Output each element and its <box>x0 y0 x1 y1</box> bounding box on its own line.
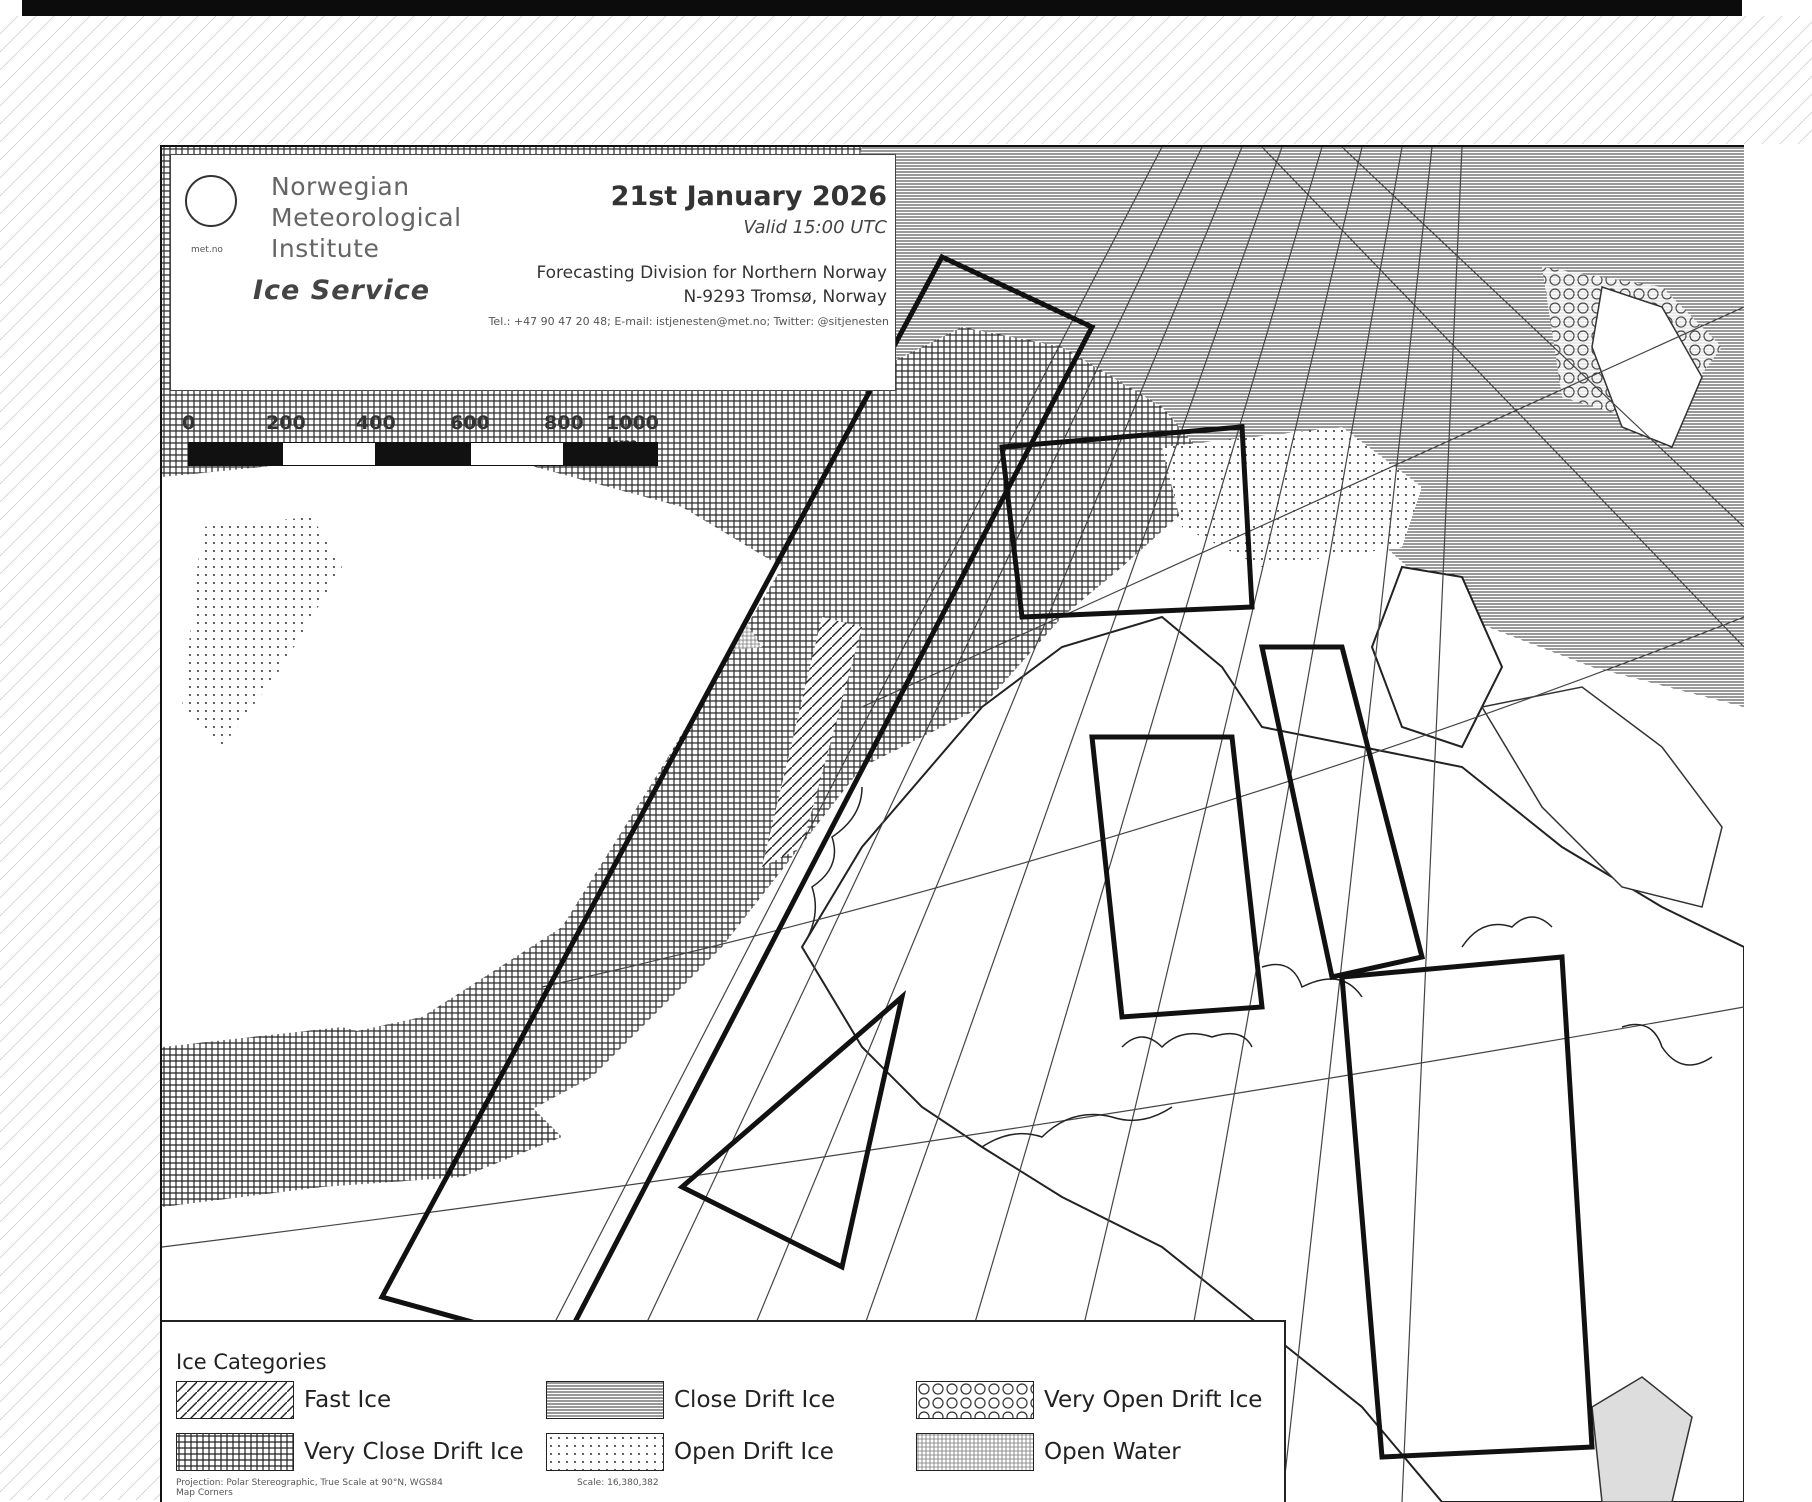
projection-line1: Projection: Polar Stereographic, True Scale at 90°N, WGS84 <box>176 1478 443 1488</box>
very-close-drift-ice-swatch-icon <box>176 1433 294 1471</box>
scale-segment <box>564 442 658 466</box>
contact-info: Tel.: +47 90 47 20 48; E-mail: istjenesten@met.no; Twitter: @sitjenesten <box>488 315 889 328</box>
scale-label-800: 800 <box>544 412 584 434</box>
institute-line2: Meteorological <box>271 203 462 232</box>
legend-label: Very Open Drift Ice <box>1044 1387 1263 1413</box>
scale-label-400: 400 <box>356 412 396 434</box>
legend-label: Very Close Drift Ice <box>304 1439 524 1465</box>
chart-date: 21st January 2026 <box>610 181 887 212</box>
projection-note <box>176 1478 443 1498</box>
address: N-9293 Tromsø, Norway <box>683 287 887 307</box>
division-name: Forecasting Division for Northern Norway <box>536 263 887 283</box>
open-water-swatch-icon <box>916 1433 1034 1471</box>
scale-segment <box>282 442 376 466</box>
scale-segment <box>470 442 564 466</box>
legend-label: Close Drift Ice <box>674 1387 836 1413</box>
scale-segment <box>376 442 470 466</box>
projection-line2: Map Corners <box>176 1488 233 1498</box>
scale-label-200: 200 <box>266 412 306 434</box>
scale-bar <box>182 412 664 468</box>
legend-label: Open Water <box>1044 1439 1181 1465</box>
scale-note: Scale: 16,380,382 <box>577 1478 659 1488</box>
ice-chart-map[interactable] <box>160 145 1744 1502</box>
legend-label: Open Drift Ice <box>674 1439 834 1465</box>
logo-caption: met.no <box>191 245 223 255</box>
scale-label-600: 600 <box>450 412 490 434</box>
legend-label: Fast Ice <box>304 1387 392 1413</box>
fast-ice-swatch-icon <box>176 1381 294 1419</box>
close-drift-ice-swatch-icon <box>546 1381 664 1419</box>
scale-segment <box>188 442 282 466</box>
legend-title: Ice Categories <box>176 1350 327 1374</box>
legend-box <box>162 1320 1286 1502</box>
institute-name <box>271 171 462 264</box>
scale-label-1000: 1000 <box>606 412 659 434</box>
valid-time: Valid 15:00 UTC <box>743 217 887 238</box>
scale-label-0: 0 <box>182 412 196 434</box>
met-logo-icon <box>185 175 237 227</box>
open-drift-ice-swatch-icon <box>546 1433 664 1471</box>
legend-item-open-water <box>916 1432 1181 1472</box>
legend-item-fast-ice <box>176 1380 391 1420</box>
top-title-bar <box>22 0 1742 16</box>
legend-item-close-drift-ice <box>546 1380 835 1420</box>
header-box <box>170 154 896 391</box>
institute-line1: Norwegian <box>271 172 410 201</box>
legend-item-open-drift-ice <box>546 1432 834 1472</box>
service-name: Ice Service <box>253 275 431 306</box>
legend-item-very-open-drift-ice <box>916 1380 1262 1420</box>
institute-line3: Institute <box>271 234 380 263</box>
legend-item-very-close-drift-ice <box>176 1432 524 1472</box>
very-open-drift-ice-swatch-icon <box>916 1381 1034 1419</box>
